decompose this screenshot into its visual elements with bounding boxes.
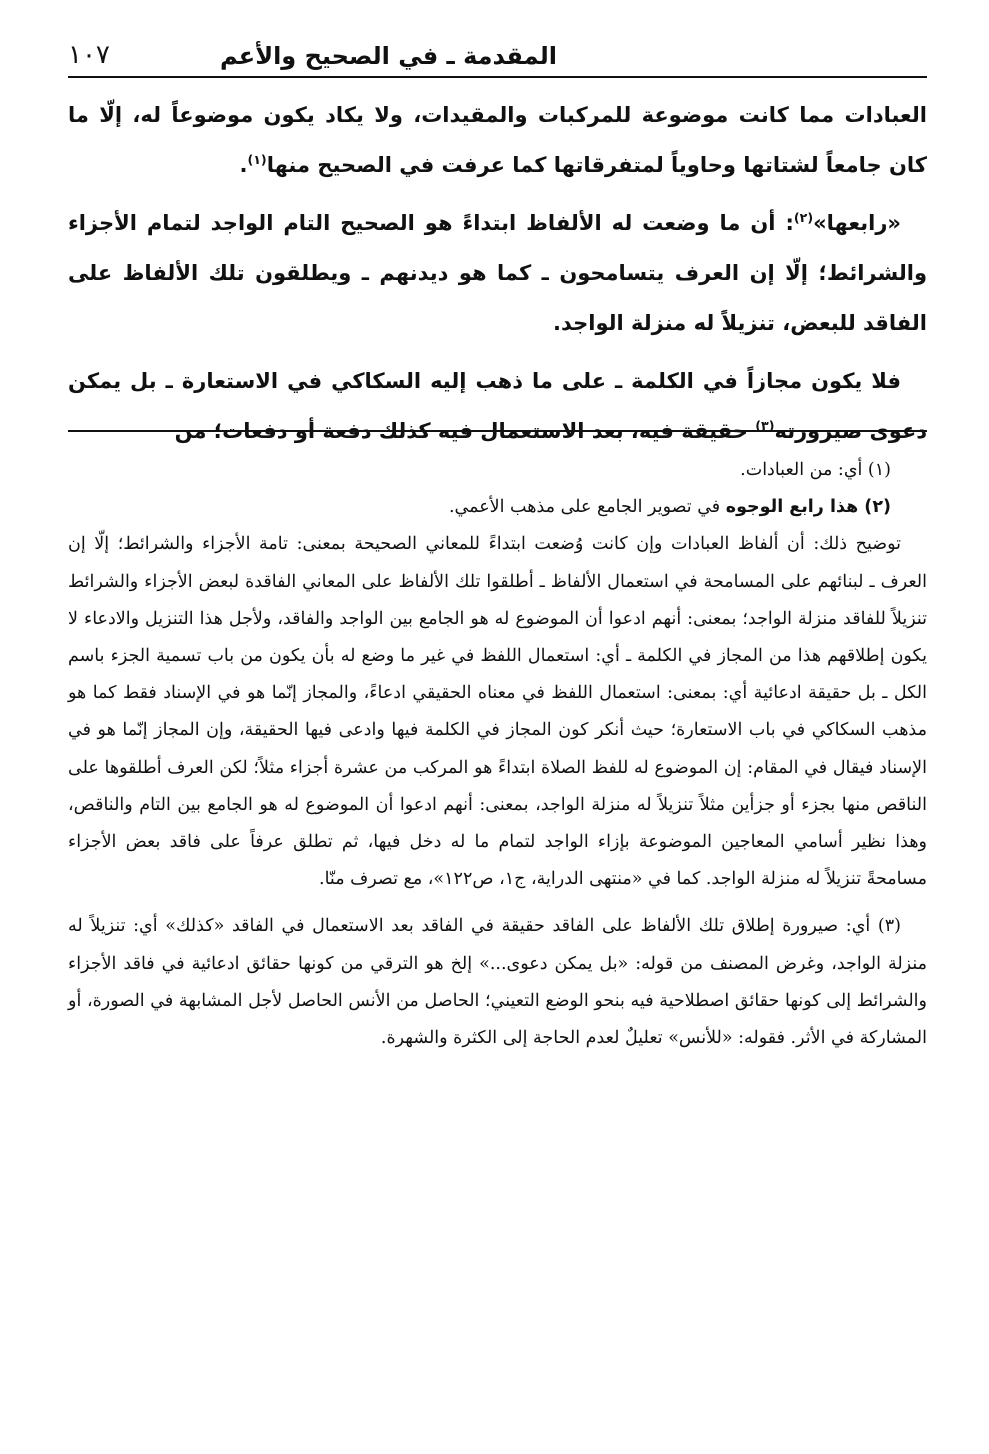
footnote-2-body: توضيح ذلك: أن ألفاظ العبادات وإن كانت وُضعت ابتداءً للمعاني الصحيحة بمعنى: تامة الأجزاء والشرائط؛ إلّا إن العرف ـ لبنائهم على المسامحة في استعمال الألفاظ ـ أطلقوا تلك الألفاظ على المعاني الفاقدة لبعض الأجزاء والشرائط تنزيلاً للفاقد منزلة الواجد؛ بمعنى: أنهم ادعوا أن الموضوع له هو الجامع بين الواجد والفاقد، ولأجل هذا التنزيل والادعاء لا يكون إطلاقهم هذا من المجاز في الكلمة ـ أي: استعمال اللفظ في غير ما وضع له بأن يكون من باب تسمية الجزء باسم الكل ـ بل حقيقة ادعائية أي: بمعنى: استعمال اللفظ في معناه الحقيقي ادعاءً، والمجاز إنّما هو في الإسناد فقط كما هو مذهب السكاكي في باب الاستعارة؛ حيث أنكر كون المجاز في الكلمة فيها وادعى فيها الحقيقة، وإن المجاز إنّما هو في الإسناد فيقال في المقام: إن الموضوع له للفظ الصلاة ابتداءً هو المركب من عشرة أجزاء مثلاً؛ لكن العرف أطلقوها على الناقص منها بجزء أو جزأين مثلاً تنزيلاً له منزلة الواجد، بمعنى: أنهم ادعوا أن الموضوع له هو الجامع بين التام والناقص، وهذا نظير أسامي المعاجين الموضوعة بإزاء الواجد لتمام ما له دخل فيها، ثم تطلق عرفاً على فاقد بعض الأجزاء مسامحةً تنزيلاً له منزلة الواجد. كما في «منتهى الدراية، ج١، ص١٢٢»، مع تصرف منّا. bbox=[68, 534, 927, 890]
page-number: ١٠٧ bbox=[68, 40, 110, 70]
main-text bbox=[68, 90, 927, 443]
footnote-3: (٣) أي: صيرورة إطلاق تلك الألفاظ على الفاقد حقيقة في الفاقد بعد الاستعمال في الفاقد «كذلك» أي: تنزيلاً له منزلة الواجد، وغرض المصنف من قوله: «بل يمكن دعوى...» إلخ هو الترقي من كونها حقائق ادعائية في فاقد الأجزاء والشرائط إلى كونها حقائق اصطلاحية فيه بنحو الوضع التعيني؛ الحاصل من الأنس الحاصل لأجل المشابهة في الصورة، أو المشاركة في الأثر. فقوله: «للأنس» تعليلٌ لعدم الحاجة إلى الكثرة والشهرة. bbox=[68, 916, 927, 1049]
footnote-2-title-rest: في تصوير الجامع على مذهب الأعمي. bbox=[448, 497, 726, 518]
main-paragraph-3-start: فلا يكون مجازاً في الكلمة ـ على ما ذهب إليه السكاكي في الاستعارة ـ بل يمكن دعوى صيرورته bbox=[68, 369, 927, 443]
main-paragraph-2 bbox=[68, 198, 927, 348]
main-paragraph-2-text: : أن ما وضعت له الألفاظ ابتداءً هو الصحيح التام الواجد لتمام الأجزاء والشرائط؛ إلّا إن العرف يتسامحون ـ كما هو ديدنهم ـ ويطلقون تلك الألفاظ على الفاقد للبعض، تنزيلاً له منزلة الواجد. bbox=[68, 211, 927, 335]
footnotes bbox=[68, 452, 927, 1057]
main-paragraph-1 bbox=[68, 90, 927, 190]
footnote-ref-2: (٢) bbox=[793, 210, 814, 225]
running-title: المقدمة ـ في الصحيح والأعم bbox=[219, 42, 557, 70]
main-paragraph-3 bbox=[68, 356, 927, 456]
page-header bbox=[68, 36, 927, 78]
main-paragraph-2-start: «رابعها» bbox=[813, 211, 901, 235]
footnote-2-heading bbox=[68, 489, 891, 526]
footnote-2-lead: (٢) هذا رابع الوجوه bbox=[725, 497, 891, 518]
footnote-ref-3: (٣) bbox=[755, 418, 775, 433]
main-paragraph-1-text: العبادات مما كانت موضوعة للمركبات والمقيدات، ولا يكاد يكون موضوعاً له، إلّا ما كان جامعاً لشتاتها وحاوياً لمتفرقاتها كما عرفت في الصحيح منها bbox=[68, 103, 927, 177]
footnote-ref-1: (١) bbox=[247, 152, 267, 167]
main-paragraph-1-end: . bbox=[239, 153, 248, 177]
footnote-separator bbox=[68, 430, 927, 432]
footnote-1: (١) أي: من العبادات. bbox=[740, 460, 891, 480]
main-paragraph-3-end: حقيقة فيه، بعد الاستعمال فيه كذلك دفعة أو دفعات؛ من bbox=[174, 419, 756, 443]
